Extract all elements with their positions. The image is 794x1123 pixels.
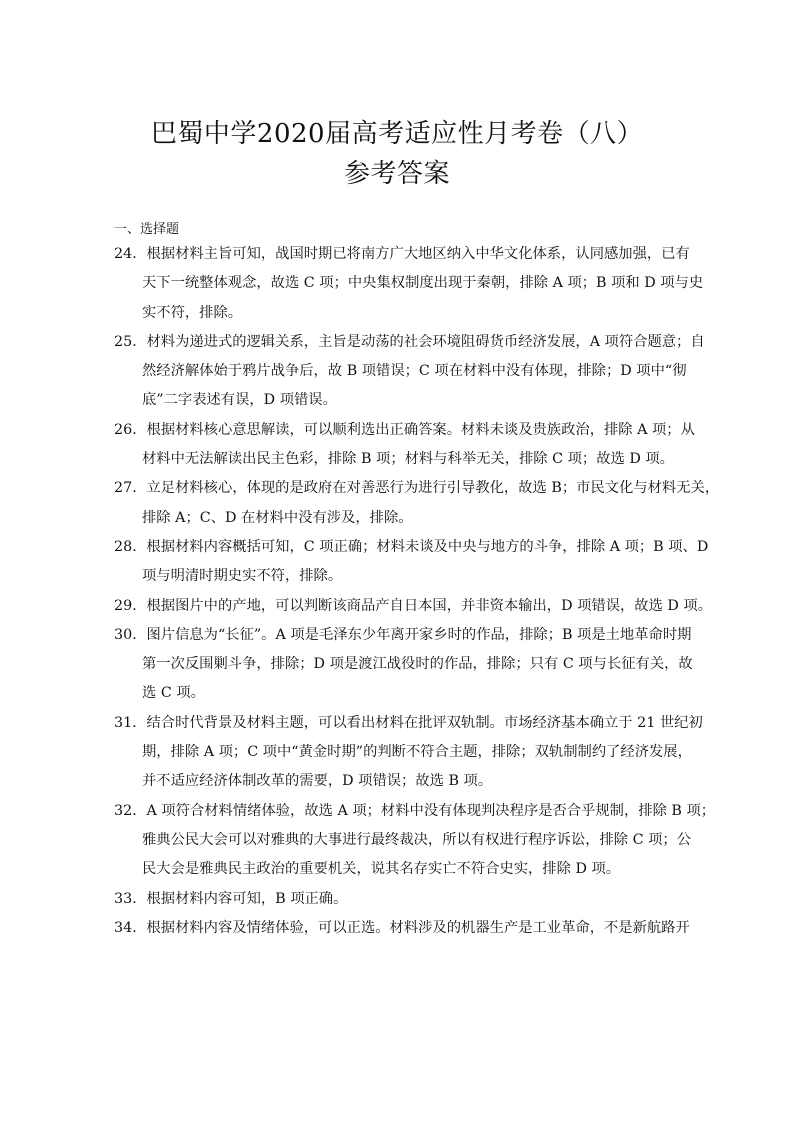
- answer-line: 32．A 项符合材料情绪体验，故选 A 项；材料中没有体现判决程序是否合乎规制，排除 B 项；: [114, 802, 716, 819]
- answer-line: 31．结合时代背景及材料主题，可以看出材料在批评双轨制。市场经济基本确立于 21 世纪初: [114, 714, 703, 731]
- answer-line: 项与明清时期史实不符，排除。: [142, 568, 343, 585]
- answer-line: 26．根据材料核心意思解读，可以顺利选出正确答案。材料未谈及贵族政治，排除 A 项；从: [114, 421, 695, 438]
- answer-item-25: [114, 328, 705, 416]
- answer-list: [114, 240, 720, 943]
- answer-item-33: [114, 885, 694, 914]
- answer-item-34: [114, 914, 694, 943]
- answer-item-29: [114, 592, 713, 621]
- section-heading: 一、选择题: [114, 222, 180, 237]
- answer-item-32: [114, 797, 716, 885]
- answer-line: 30．图片信息为“长征”。A 项是毛泽东少年离开家乡时的作品，排除；B 项是土地革命时期: [114, 626, 692, 643]
- answer-line: 民大会是雅典民主政治的重要机关，说其名存实亡不符合史实，排除 D 项。: [142, 861, 621, 878]
- page-title: 巴蜀中学2020届高考适应性月考卷（八）: [150, 119, 644, 149]
- answer-line: 33．根据材料内容可知，B 项正确。: [114, 890, 348, 907]
- answer-line: 然经济解体始于鸦片战争后，故 B 项错误；C 项在材料中没有体现，排除；D 项中“彻: [142, 363, 687, 380]
- answer-line: 27．立足材料核心，体现的是政府在对善恶行为进行引导教化，故选 B；市民文化与材料无关，: [114, 480, 720, 497]
- answer-line: 28．根据材料内容概括可知，C 项正确；材料未谈及中央与地方的斗争，排除 A 项；B 项、D: [114, 538, 709, 555]
- answer-line: 材料中无法解读出民主色彩，排除 B 项；材料与科举无关，排除 C 项；故选 D 项。: [142, 451, 674, 468]
- answer-item-31: [114, 709, 703, 797]
- answer-line: 第一次反围剿斗争，排除；D 项是渡江战役时的作品，排除；只有 C 项与长征有关，故: [142, 656, 693, 673]
- answer-item-28: [114, 533, 709, 592]
- answer-line: 排除 A；C、D 在材料中没有涉及，排除。: [142, 509, 413, 526]
- answer-item-27: [114, 474, 720, 533]
- answer-line: 天下一统整体观念，故选 C 项；中央集权制度出现于秦朝，排除 A 项；B 项和 D 项与史: [142, 275, 704, 292]
- answer-item-30: [114, 621, 694, 709]
- answer-line: 25．材料为递进式的逻辑关系，主旨是动荡的社会环境阻碍货币经济发展，A 项符合题意；自: [114, 333, 705, 350]
- answer-line: 24．根据材料主旨可知，战国时期已将南方广大地区纳入中华文化体系，认同感加强，已有: [114, 246, 690, 262]
- answer-line: 选 C 项。: [142, 685, 205, 702]
- answer-line: 期，排除 A 项；C 项中“黄金时期”的判断不符合主题，排除；双轨制制约了经济发展，: [142, 744, 692, 761]
- answer-line: 雅典公民大会可以对雅典的大事进行最终裁决，所以有权进行程序诉讼，排除 C 项；公: [142, 831, 692, 848]
- answer-line: 34．根据材料内容及情绪体验，可以正选。材料涉及的机器生产是工业革命，不是新航路开: [114, 919, 690, 936]
- answer-item-26: [114, 416, 694, 475]
- answer-line: 实不符，排除。: [142, 304, 243, 321]
- answer-line: 底”二字表述有误，D 项错误。: [142, 392, 337, 409]
- answer-item-24: [114, 240, 704, 328]
- page-subtitle: 参考答案: [343, 159, 450, 189]
- answer-line: 29．根据图片中的产地，可以判断该商品产自日本国，并非资本输出，D 项错误，故选 D 项。: [114, 597, 713, 614]
- answer-line: 并不适应经济体制改革的需要，D 项错误；故选 B 项。: [142, 773, 493, 790]
